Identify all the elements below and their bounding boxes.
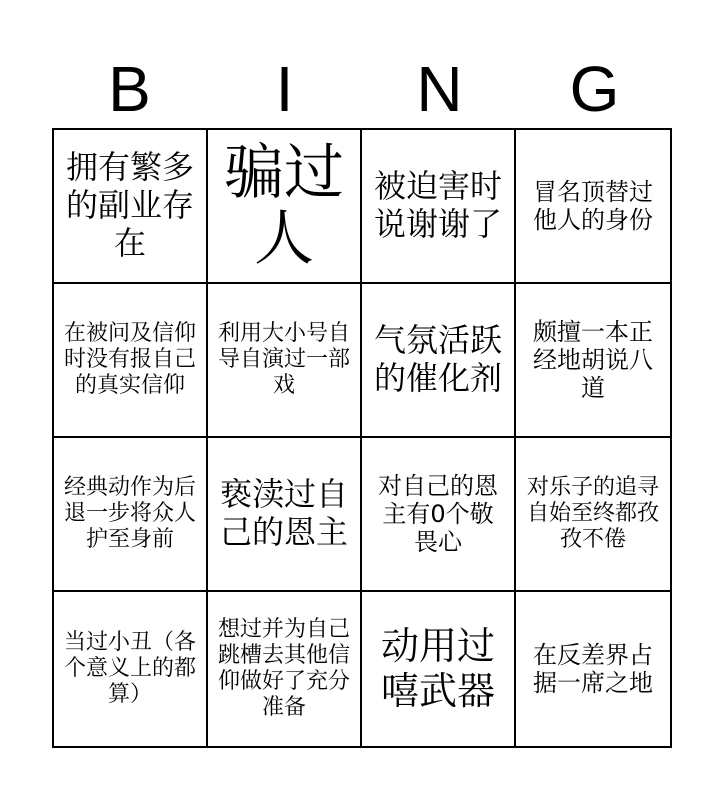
bingo-cell-7[interactable] [362,284,516,438]
bingo-cell-8[interactable] [516,284,670,438]
bingo-cell-text: 拥有繁多的副业存在 [65,148,194,262]
bingo-cell-3[interactable] [362,130,516,284]
bingo-cell-text: 当过小丑（各个意义上的都算） [63,630,196,707]
bingo-cell-9[interactable] [54,438,208,592]
bingo-cell-text: 利用大小号自导自演过一部戏 [217,321,350,398]
bingo-cell-text: 在被问及信仰时没有报自己的真实信仰 [63,321,196,398]
bingo-cell-16[interactable] [516,592,670,746]
bingo-cell-text: 想过并为自己跳槽去其他信仰做好了充分准备 [217,617,350,720]
bingo-cell-text: 气氛活跃的催化剂 [373,321,502,397]
bingo-cell-text: 动用过嘻武器 [380,624,495,713]
bingo-cell-4[interactable] [516,130,670,284]
bingo-cell-text: 被迫害时说谢谢了 [373,167,502,243]
bingo-header [52,50,672,128]
bingo-cell-6[interactable] [208,284,362,438]
bingo-board [52,128,672,748]
bingo-cell-13[interactable] [54,592,208,746]
bingo-cell-11[interactable] [362,438,516,592]
bingo-cell-text: 对自己的恩主有0个敬畏心 [378,471,498,557]
bingo-cell-text: 颇擅一本正经地胡说八道 [533,317,653,403]
header-letter-i: I [275,53,294,125]
header-letter-b: B [108,53,151,125]
bingo-cell-text: 亵渎过自己的恩主 [219,475,348,551]
header-letter-g: G [569,53,620,125]
bingo-cell-15[interactable] [362,592,516,746]
header-letter-n: N [416,53,463,125]
bingo-cell-text: 经典动作为后退一步将众人护至身前 [63,475,196,552]
bingo-cell-12[interactable] [516,438,670,592]
bingo-cell-1[interactable] [54,130,208,284]
bingo-cell-text: 骗过人 [224,138,344,274]
bingo-cell-10[interactable] [208,438,362,592]
bingo-cell-text: 冒名顶替过他人的身份 [533,177,653,234]
bingo-cell-5[interactable] [54,284,208,438]
bingo-cell-text: 在反差界占据一席之地 [533,640,653,697]
bingo-cell-text: 对乐子的追寻自始至终都孜孜不倦 [526,475,659,552]
bingo-cell-14[interactable] [208,592,362,746]
bingo-cell-2[interactable] [208,130,362,284]
